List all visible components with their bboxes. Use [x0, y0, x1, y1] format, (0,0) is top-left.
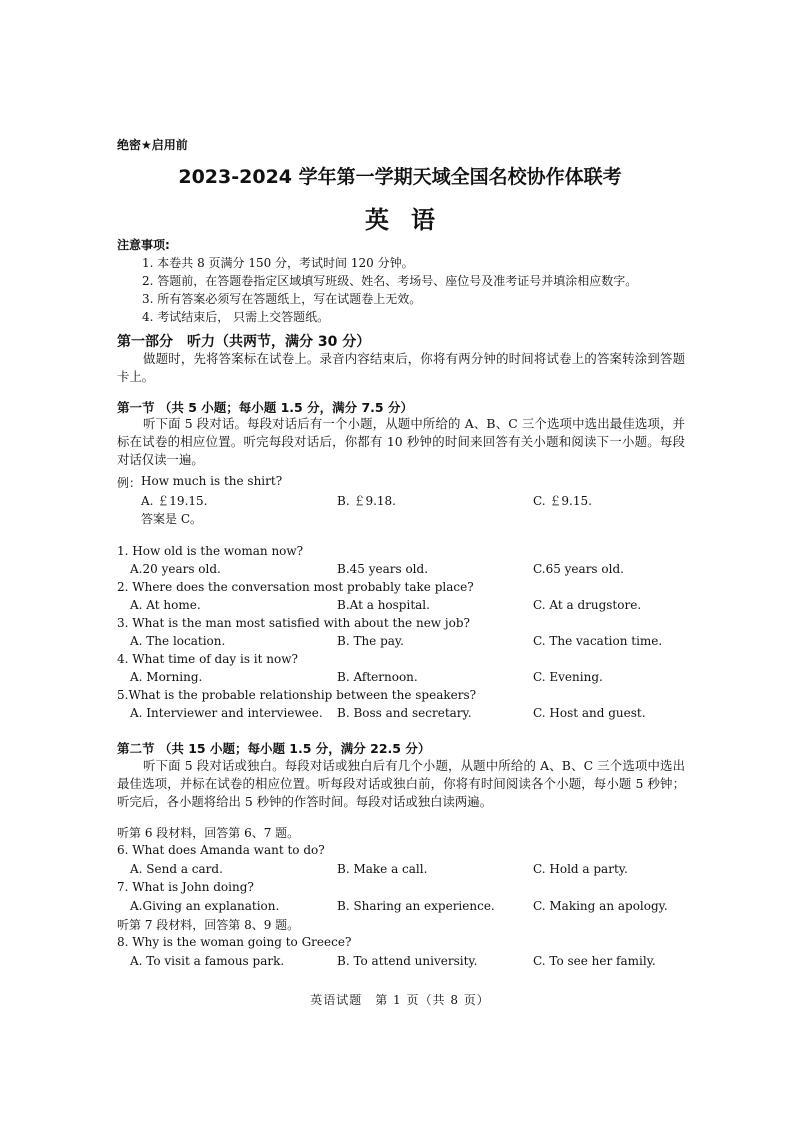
question-3-option-b: B. The pay.	[337, 634, 404, 648]
material-7-instruction: 听第 7 段材料，回答第 8、9 题。	[117, 918, 300, 932]
notice-heading: 注意事项:	[117, 238, 170, 252]
question-1-option-a: A.20 years old.	[130, 562, 221, 576]
question-3: 3. What is the man most satisfied with about the new job?	[117, 616, 470, 630]
question-2: 2. Where does the conversation most probably take place?	[117, 580, 474, 594]
question-1-option-c: C.65 years old.	[533, 562, 624, 576]
question-6-option-c: C. Hold a party.	[533, 862, 628, 876]
example-question: How much is the shirt?	[141, 474, 283, 488]
question-2-option-b: B.At a hospital.	[337, 598, 430, 612]
part1-heading: 第一部分 听力（共两节，满分 30 分）	[117, 334, 371, 350]
question-7-option-b: B. Sharing an experience.	[337, 899, 495, 913]
secret-label: 绝密★启用前	[117, 138, 188, 152]
question-1-option-b: B.45 years old.	[337, 562, 429, 576]
exam-title: 2023-2024 学年第一学期天域全国名校协作体联考	[178, 166, 622, 188]
question-5: 5.What is the probable relationship between the speakers?	[117, 688, 477, 702]
part1-intro: 做题时，先将答案标在试卷上。录音内容结束后，你将有两分钟的时间将试卷上的答案转涂到答题卡上。	[117, 351, 685, 384]
question-6-option-a: A. Send a card.	[130, 862, 223, 876]
section1-heading: 第一节 （共 5 小题；每小题 1.5 分，满分 7.5 分）	[117, 400, 413, 415]
question-4-option-c: C. Evening.	[533, 670, 603, 684]
question-6-option-b: B. Make a call.	[337, 862, 428, 876]
notice-item: 2. 答题前，在答题卷指定区域填写班级、姓名、考场号、座位号及准考证号并填涂相应数字。	[142, 274, 638, 288]
question-4: 4. What time of day is it now?	[117, 652, 298, 666]
question-4-option-b: B. Afternoon.	[337, 670, 418, 684]
page-footer: 英语试题 第 1 页（共 8 页）	[310, 993, 490, 1007]
question-8: 8. Why is the woman going to Greece?	[117, 935, 352, 949]
question-5-option-a: A. Interviewer and interviewee.	[130, 706, 323, 720]
question-8-option-a: A. To visit a famous park.	[130, 954, 285, 968]
question-3-option-c: C. The vacation time.	[533, 634, 663, 648]
example-option-c: C. ￡9.15.	[533, 494, 592, 508]
notice-item: 3. 所有答案必须写在答题纸上，写在试题卷上无效。	[142, 292, 422, 306]
example-answer: 答案是 C。	[141, 512, 202, 526]
section2-heading: 第二节 （共 15 小题；每小题 1.5 分，满分 22.5 分）	[117, 741, 431, 756]
question-5-option-b: B. Boss and secretary.	[337, 706, 472, 720]
subject-title: 英语	[365, 206, 457, 234]
question-5-option-c: C. Host and guest.	[533, 706, 646, 720]
question-2-option-c: C. At a drugstore.	[533, 598, 642, 612]
question-2-option-a: A. At home.	[130, 598, 201, 612]
question-1: 1. How old is the woman now?	[117, 544, 304, 558]
question-4-option-a: A. Morning.	[130, 670, 203, 684]
notice-item: 4. 考试结束后， 只需上交答题纸。	[142, 310, 330, 324]
section2-intro: 听下面 5 段对话或独白。每段对话或独白后有几个小题，从题中所给的 A、B、C 三个选项中选出最佳选项，并标在试卷的相应位置。听每段对话或独白前，你将有时间阅读各个小题，每小题 5 秒钟；听完后，各小题将给出 5 秒钟的作答时间。每段对话或独白读两遍。	[117, 758, 685, 809]
question-7-option-a: A.Giving an explanation.	[130, 899, 280, 913]
question-8-option-c: C. To see her family.	[533, 954, 656, 968]
material-6-instruction: 听第 6 段材料，回答第 6、7 题。	[117, 826, 300, 840]
example-option-b: B. ￡9.18.	[337, 494, 396, 508]
question-8-option-b: B. To attend university.	[337, 954, 478, 968]
section1-intro: 听下面 5 段对话。每段对话后有一个小题，从题中所给的 A、B、C 三个选项中选出最佳选项，并标在试卷的相应位置。听完每段对话后，你都有 10 秒钟的时间来回答有关小题和阅读下一小题。每段对话仅读一遍。	[117, 416, 685, 467]
question-7: 7. What is John doing?	[117, 880, 254, 894]
question-3-option-a: A. The location.	[130, 634, 226, 648]
question-6: 6. What does Amanda want to do?	[117, 843, 325, 857]
notice-item: 1. 本卷共 8 页满分 150 分，考试时间 120 分钟。	[142, 256, 414, 270]
example-label: 例：	[117, 476, 142, 490]
question-7-option-c: C. Making an apology.	[533, 899, 668, 913]
example-option-a: A. ￡19.15.	[141, 494, 208, 508]
